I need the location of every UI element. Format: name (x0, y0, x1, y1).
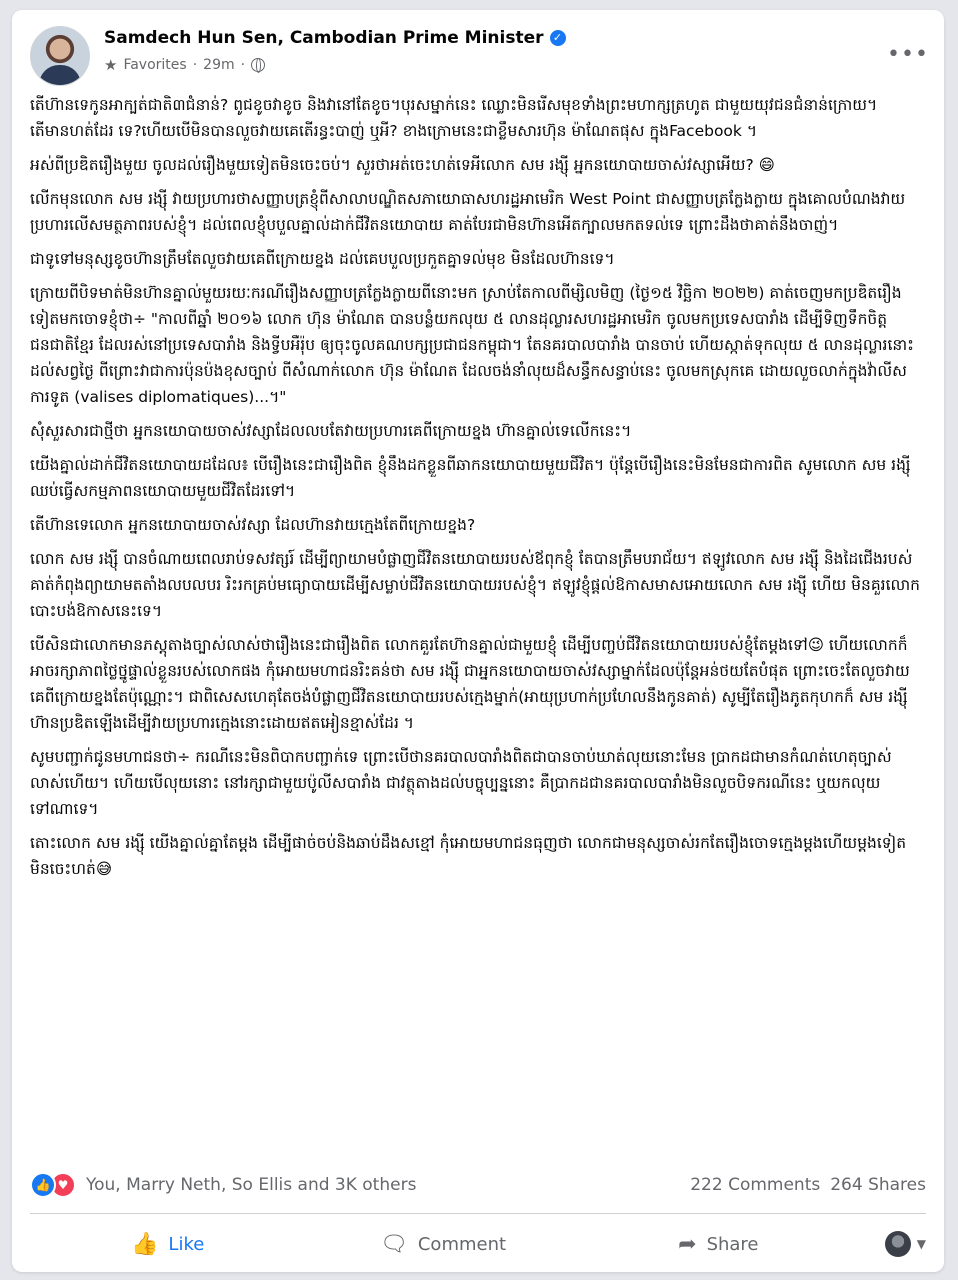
post-header (30, 26, 929, 90)
page-name-link[interactable]: Samdech Hun Sen, Cambodian Prime Minister (104, 28, 544, 48)
share-label: Share (706, 1233, 759, 1255)
verified-badge-icon: ✓ (550, 30, 566, 46)
share-icon: ➦ (678, 1231, 697, 1257)
post-paragraph: លើកមុនលោក សម រង្ស៊ី វាយប្រហារថាសញ្ញាបត្រខ្ញុំពីសាលាបណ្ឌិតសភាយោធាសហរដ្ឋអាមេរិក West Point ជាសញ្ញាបត្រក្លែងក្លាយ ក្នុងគោលបំណងវាយប្រហារលើសមត្ថភាពរបស់ខ្ញុំ។ ដល់ពេលខ្ញុំបបួលគ្នាល់ដាក់ជីវិតនយោបាយ គាត់បែរជាមិនហ៊ានអើតក្បាលមកតទល់ទេ ព្រោះដឹងថាគាត់នឹងចាញ់។ (30, 190, 906, 234)
action-divider (30, 1213, 926, 1214)
globe-icon (251, 58, 265, 72)
share-button[interactable] (581, 1222, 856, 1266)
post-paragraph: បើសិនជាលោកមានភស្តុតាងច្បាស់លាស់ថារឿងនេះជារឿងពិត លោកគួរតែហ៊ានគ្នាល់ជាមួយខ្ញុំ ដើម្បីបញ្ចប់ជីវិតនយោបាយរបស់ខ្ញុំតែម្ដងទៅ😉 ហើយលោកក៏អាចរក្សាភាពថ្លៃថ្នូផ្ទាល់ខ្លួនរបស់លោកផង កុំអោយមហាជនរិះគន់ថា សម រង្ស៊ី ជាអ្នកនយោបាយចាស់វស្សាម្នាក់ដែលប៉ុន្តែអន់ថយតែបំផុត ព្រោះចេះតែលួចវាយគេពីក្រោយខ្នងតែប៉ុណ្ណោះ។ ជាពិសេសហេតុតែចង់បំផ្លាញជីវិតនយោបាយរបស់ក្មេងម្នាក់(អាយុប្រហាក់ប្រហែលនឹងកូនគាត់) សូម្បីតែរឿងភូតកុហកក៏ សម រង្ស៊ី ហ៊ានប្រឌិតឡើងដើម្បីវាយប្រហារក្មេងនោះដោយឥតអៀនខ្មាស់ដែរ ។ (30, 636, 910, 732)
post-text (30, 92, 922, 890)
love-reaction-icon: ♥ (50, 1172, 76, 1198)
shares-count[interactable]: 264 Shares (830, 1175, 926, 1195)
post-paragraph: សូមបញ្ជាក់ជូនមហាជនថា÷ ករណីនេះមិនពិបាកបញ្ជាក់ទេ ព្រោះបើថានគរបាលបារាំងពិតជាបានចាប់ឃាត់លុយនោះមែន ប្រាកដជាមានកំណត់ហេតុច្បាស់លាស់ហើយ។ ហើយបើលុយនោះ នៅរក្សាជាមួយប៉ូលីសបារាំង ជាវត្ថុតាងដល់បច្ចុប្បន្ននោះ គឺប្រាកដជានគរបាលបារាំងមិនលួចបិទករណីនេះ ឬយកលុយទៅណាទេ។ (30, 748, 892, 818)
comment-button[interactable] (305, 1222, 580, 1266)
post-meta (104, 56, 265, 74)
more-options-button[interactable] (887, 36, 929, 72)
reactions-summary[interactable] (30, 1172, 416, 1198)
chevron-down-icon: ▼ (916, 1237, 926, 1251)
meta-separator: · (192, 57, 198, 73)
page-avatar[interactable] (30, 26, 90, 86)
post-paragraph: សុំសួរសារជាថ្មីថា អ្នកនយោបាយចាស់វស្សាដែលលបតែវាយប្រហារគេពីក្រោយខ្នង ហ៊ានគ្នាល់ទេលើកនេះ។ (30, 422, 632, 440)
thumbs-up-icon: 👍 (131, 1231, 159, 1257)
engagement-counts (690, 1175, 926, 1195)
action-bar (30, 1222, 926, 1266)
meta-separator: · (240, 57, 246, 73)
post-paragraph: ក្រោយពីបិទមាត់មិនហ៊ានគ្នាល់មួយរយៈករណីរឿងសញ្ញាបត្រក្លែងក្លាយពីនោះមក ស្រាប់តែកាលពីម្សិលមិញ (ថ្ងៃ១៥ វិច្ឆិកា ២០២២) គាត់ចេញមកប្រឌិតរឿងទៀតមកចោទខ្ញុំថា÷ "កាលពីឆ្នាំ ២០១៦ លោក ហ៊ុន ម៉ាណែត បានបន្លំយកលុយ ៥ លានដុល្លារសហរដ្ឋអាមេរិក ចូលមកប្រទេសបារាំង ដើម្បីទិញទឹកចិត្តជនជាតិខ្មែរ ដែលរស់នៅប្រទេសបារាំង និងទ្វីបអឺរ៉ុប ឲ្យចុះចូលគណបក្សប្រជាជនកម្ពុជា។ តែនគរបាលបារាំង បានចាប់ ហើយស្កាត់ទុកលុយ ៥ លានដុល្លារនោះ ដល់សព្វថ្ងៃ ពីព្រោះវាជាការប៉ុនប៉ងខុសច្បាប់ ពីសំណាក់លោក ហ៊ុន ម៉ាណែត ដែលចង់នាំលុយដ៏សន្ធឹកសន្ធាប់នេះ ចូលមកស្រុកគេ ដោយលួចលាក់ក្នុងវ៉ាលីសការទូត (valises diplomatiques)...។" (30, 284, 914, 406)
post-time[interactable]: 29m (203, 57, 235, 73)
post-paragraph: តើហ៊ានទេលោក អ្នកនយោបាយចាស់វស្សា ដែលហ៊ានវាយក្មេងតែពីក្រោយខ្នង? (30, 516, 476, 534)
audience-label[interactable]: Favorites (123, 57, 187, 73)
post-card (12, 10, 944, 1272)
star-icon: ★ (104, 56, 118, 74)
react-as-selector[interactable] (856, 1231, 926, 1257)
reactors-text[interactable]: You, Marry Neth, So Ellis and 3K others (86, 1175, 417, 1195)
comments-count[interactable]: 222 Comments (690, 1175, 821, 1195)
like-reaction-icon: 👍 (30, 1172, 56, 1198)
post-paragraph: អស់ពីប្រឌិតរឿងមួយ ចូលដល់រឿងមួយទៀតមិនចេះចប់។ សួរថាអត់ចេះហត់ទេអីលោក សម រង្ស៊ី អ្នកនយោបាយចាស់វស្សាអើយ? 😄 (30, 156, 775, 174)
like-label: Like (168, 1233, 205, 1255)
post-stats (30, 1172, 926, 1198)
user-avatar (885, 1231, 911, 1257)
post-paragraph: តើហ៊ានទេកូនអាក្បត់ជាតិ៣ជំនាន់? ពូជខូចវាខូច និងវានៅតែខូច។បុរសម្នាក់នេះ ឈ្លោះមិនរើសមុខទាំងព្រះមហាក្សត្រហូត ជាមួយយុវជនជំនាន់ក្រោយ។តើមានហត់ដែរ ទេ?ហើយបើមិនបានលួចវាយគេតើរន្ធះបាញ់ ឬអី? ខាងក្រោមនេះជាខ្លឹមសារហ៊ុន ម៉ាណែតផុស ក្នុងFacebook ។ (30, 96, 878, 140)
reaction-icons (30, 1172, 76, 1198)
post-paragraph: លោក សម រង្ស៊ី បានចំណាយពេលរាប់ទសវត្សរ៍ ដើម្បីព្យាយាមបំផ្លាញជីវិតនយោបាយរបស់ឪពុកខ្ញុំ តែបានត្រឹមបរាជ័យ។ ឥឡូវលោក សម រង្ស៊ី និងដៃជើងរបស់គាត់កំពុងព្យាយាមតតាំងលបលបរ រិះរកគ្រប់មធ្យោបាយដើម្បីសម្លាប់ជីវិតនយោបាយរបស់ខ្ញុំ។ ឥឡូវខ្ញុំផ្ដល់ឱកាសមាសអោយលោក សម រង្ស៊ី ហើយ មិនគួរលោកបោះបង់ឱកាសនេះទេ។ (30, 550, 921, 620)
more-horizontal-icon: ••• (887, 41, 929, 67)
post-paragraph: ជាទូទៅមនុស្សខូចហ៊ានត្រឹមតែលួចវាយគេពីក្រោយខ្នង ដល់គេបបួលប្រកួតគ្នាទល់មុខ មិនដែលហ៊ានទេ។ (30, 250, 615, 268)
name-row (104, 28, 566, 48)
post-paragraph: យើងគ្នាល់ដាក់ជីវិតនយោបាយដដែល៖ បើរឿងនេះជារឿងពិត ខ្ញុំនឹងដកខ្លួនពីឆាកនយោបាយមួយជីវិត។ ប៉ុន្តែបើរឿងនេះមិនមែនជាការពិត សូមលោក សម រង្ស៊ី ឈប់ធ្វើសកម្មភាពនយោបាយមួយជីវិតដែរទៅ។ (30, 456, 911, 500)
post-paragraph: តោះលោក សម រង្ស៊ី យើងគ្នាល់គ្នាតែម្ដង ដើម្បីផាច់ចប់និងឆាប់ដឹងសខ្មៅ កុំអោយមហាជនធុញថា លោកជាមនុស្សចាស់រកតែរឿងចោទក្មេងម្ដងហើយម្ដងទៀតមិនចេះហត់😅 (30, 834, 907, 878)
comment-icon: 🗨 (379, 1231, 408, 1257)
comment-label: Comment (417, 1233, 507, 1255)
like-button[interactable] (30, 1222, 305, 1266)
